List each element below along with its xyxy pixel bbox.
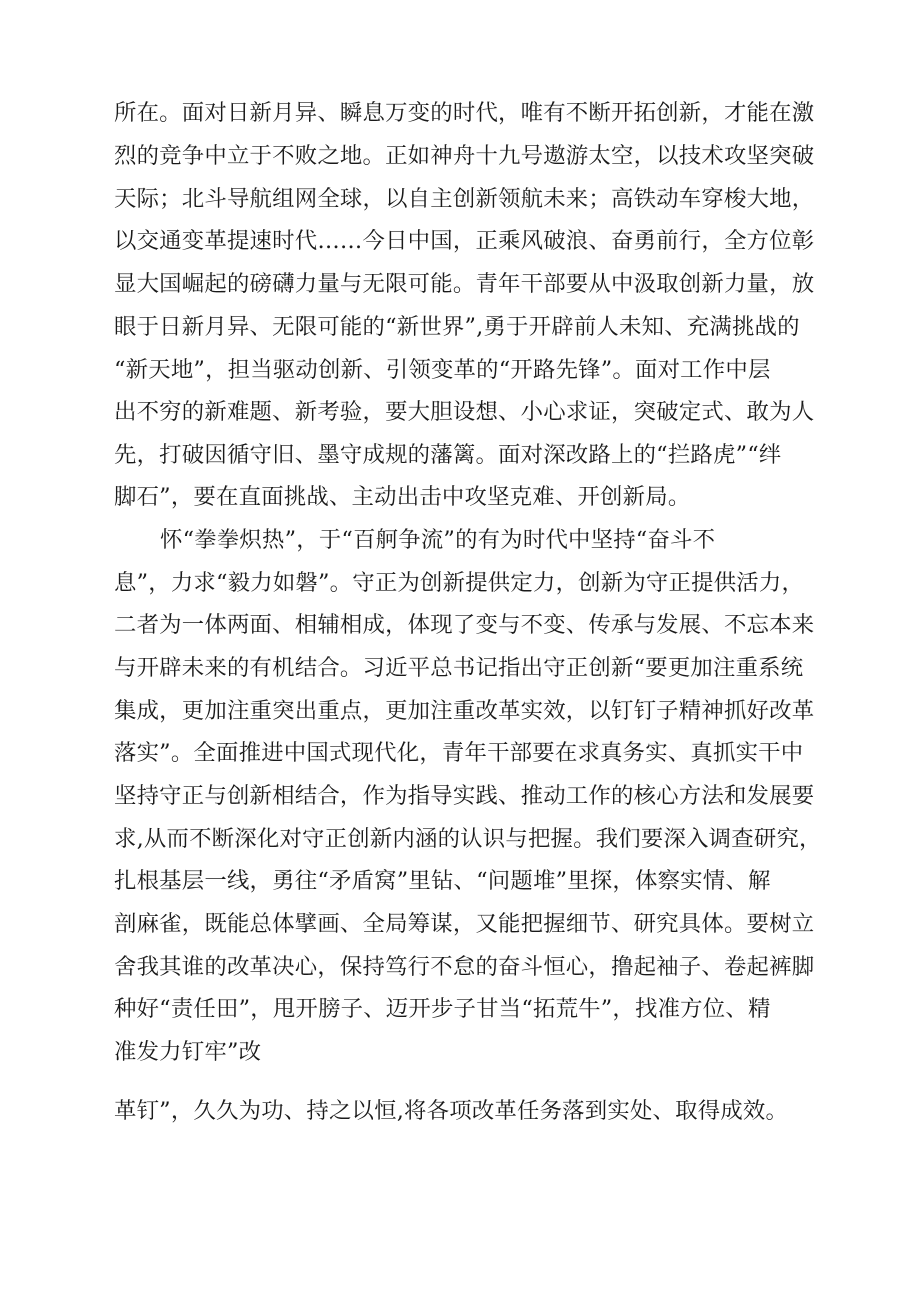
text-line: 扎根基层一线，勇往“矛盾窝”里钻、“问题堆”里探，体察实情、解 — [114, 868, 771, 894]
text-line: 显大国崛起的磅礴力量与无限可能。青年干部要从中汲取创新力量，放 — [114, 271, 815, 297]
text-line: “新天地”，担当驱动创新、引领变革的“开路先锋”。面对工作中层 — [114, 357, 771, 383]
text-line: 息”，力求“毅力如磐”。守正为创新提供定力，创新为守正提供活力， — [114, 570, 805, 596]
text-line: 舍我其谁的改革决心，保持笃行不怠的奋斗恒心，撸起袖子、卷起裤脚 — [114, 954, 815, 980]
text-line: 剖麻雀，既能总体擘画、全局筹谋，又能把握细节、研究具体。要树立 — [114, 911, 815, 937]
text-line: 种好“责任田”，甩开膀子、迈开步子甘当“拓荒牛”，找准方位、精 — [114, 996, 771, 1022]
text-line: 天际；北斗导航组网全球，以自主创新领航未来；高铁动车穿梭大地， — [114, 186, 815, 212]
text-line: 先，打破因循守旧、墨守成规的藩篱。面对深改路上的“拦路虎”“绊 — [114, 442, 782, 468]
text-line: 革钉”，久久为功、持之以恒,将各项改革任务落到实处、取得成效。 — [114, 1098, 789, 1124]
text-line: 落实”。全面推进中国式现代化，青年干部要在求真务实、真抓实干中 — [114, 740, 804, 766]
text-line: 准发力钉牢”改 — [114, 1039, 262, 1065]
text-line: 脚石”，要在直面挑战、主动出击中攻坚克难、开创新局。 — [114, 484, 691, 510]
text-line: 出不穷的新难题、新考验，要大胆设想、小心求证，突破定式、敢为人 — [114, 399, 815, 425]
paragraph-first-line: 怀“拳拳炽热”，于“百舸争流”的有为时代中坚持“奋斗不 — [160, 527, 716, 553]
text-line: 与开辟未来的有机结合。习近平总书记指出守正创新“要更加注重系统 — [114, 655, 804, 681]
text-line: 以交通变革提速时代……今日中国，正乘风破浪、奋勇前行，全方位彰 — [114, 228, 815, 254]
text-line: 坚持守正与创新相结合，作为指导实践、推动工作的核心方法和发展要 — [114, 783, 815, 809]
text-line: 求,从而不断深化对守正创新内涵的认识与把握。我们要深入调查研究， — [114, 826, 822, 852]
text-line: 集成，更加注重突出重点，更加注重改革实效，以钉钉子精神抓好改革 — [114, 698, 815, 724]
text-line: 烈的竞争中立于不败之地。正如神舟十九号遨游太空，以技术攻坚突破 — [114, 143, 815, 169]
text-line: 所在。面对日新月异、瞬息万变的时代，唯有不断开拓创新，才能在激 — [114, 100, 815, 126]
text-line: 眼于日新月异、无限可能的“新世界”,勇于开辟前人未知、充满挑战的 — [114, 314, 800, 340]
text-line: 二者为一体两面、相辅相成，体现了变与不变、传承与发展、不忘本来 — [114, 612, 815, 638]
